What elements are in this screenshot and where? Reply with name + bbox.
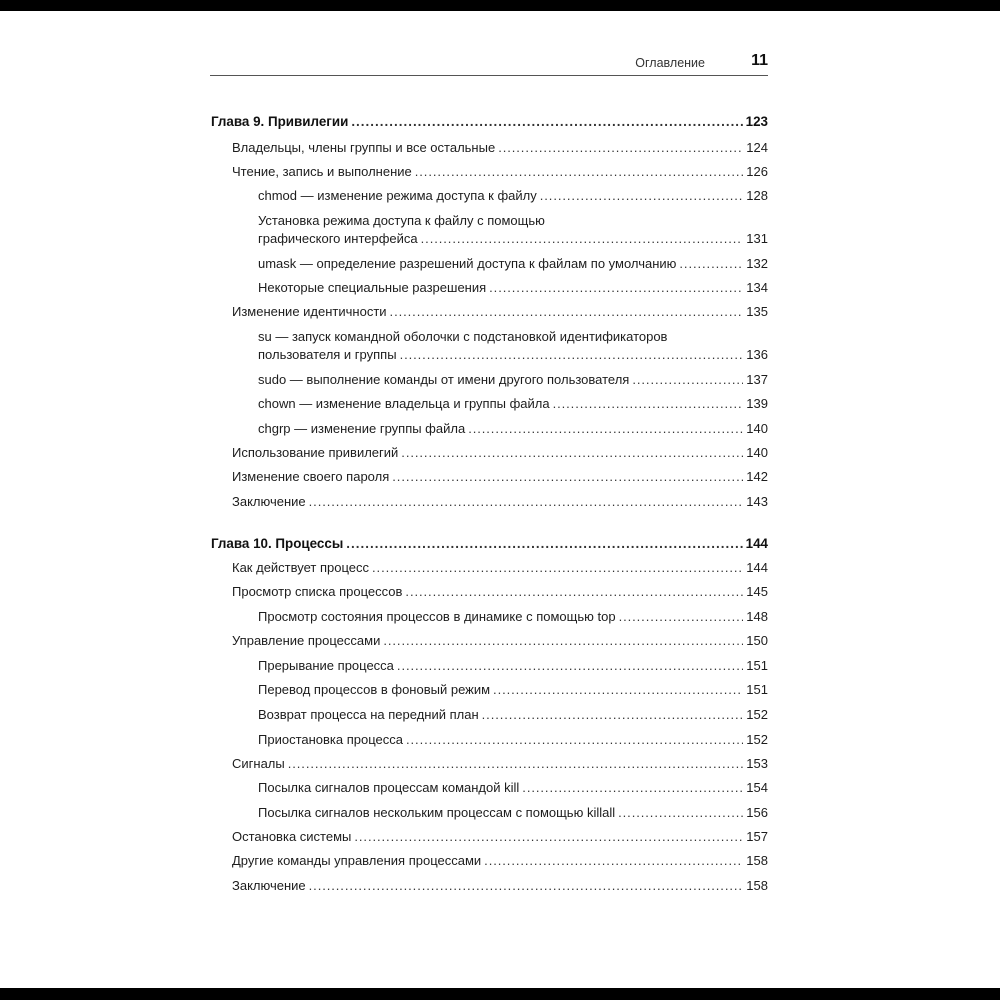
toc-leader-dots	[540, 187, 744, 205]
toc-leader-dots	[632, 371, 743, 389]
toc-entry-title: Посылка сигналов нескольким процессам с помощью killall	[258, 805, 616, 820]
toc-page-number: 140	[746, 421, 768, 436]
toc-entry-title: Заключение	[232, 494, 306, 509]
toc-leader-dots	[309, 877, 744, 895]
toc-page-number: 137	[746, 372, 768, 387]
toc-entry-title: Просмотр списка процессов	[232, 584, 403, 599]
toc-page-number: 153	[746, 756, 768, 771]
toc-leader-dots	[390, 303, 744, 321]
toc-leader-dots	[406, 731, 743, 749]
toc-entry-title: Чтение, запись и выполнение	[232, 164, 412, 179]
toc-entry	[258, 187, 768, 205]
toc-leader-dots	[415, 163, 744, 181]
toc-page-number: 126	[746, 164, 768, 179]
toc-page-number: 152	[746, 707, 768, 722]
page-number: 11	[751, 52, 768, 69]
toc-entry-title: Остановка системы	[232, 829, 352, 844]
toc-entry-title: Установка режима доступа к файлу с помощью	[258, 213, 545, 228]
toc-page-number: 158	[746, 853, 768, 868]
toc-entry-title: su — запуск командной оболочки с подстановкой идентификаторов	[258, 329, 668, 344]
toc-entry	[232, 559, 768, 577]
toc-entry	[258, 371, 768, 389]
toc-leader-dots	[468, 420, 743, 438]
toc-entry-title: Приостановка процесса	[258, 732, 403, 747]
toc-entry-title: Глава 10. Процессы	[211, 536, 344, 551]
toc-page-number: 136	[746, 347, 768, 362]
toc-entry-title: Изменение идентичности	[232, 304, 387, 319]
toc-leader-dots	[401, 444, 743, 462]
toc-leader-dots	[346, 535, 742, 553]
toc-leader-dots	[421, 230, 744, 248]
toc-entry	[258, 706, 768, 724]
toc-entry-title: chmod — изменение режима доступа к файлу	[258, 188, 537, 203]
toc-page-number: 132	[746, 256, 768, 271]
toc-page-number: 135	[746, 304, 768, 319]
toc-leader-dots	[383, 632, 743, 650]
toc-entry	[258, 779, 768, 797]
toc-entry	[232, 493, 768, 511]
toc-page-number: 148	[746, 609, 768, 624]
toc-entry-title: Как действует процесс	[232, 560, 370, 575]
toc-leader-dots	[679, 255, 743, 273]
toc-leader-dots	[288, 755, 744, 773]
toc-entry-title: umask — определение разрешений доступа к файлам по умолчанию	[258, 256, 677, 271]
toc-entry-title: Некоторые специальные разрешения	[258, 280, 487, 295]
toc-page-number: 144	[746, 560, 768, 575]
toc-entry	[232, 877, 768, 895]
toc-entry	[232, 139, 768, 157]
toc-page-number: 123	[745, 114, 768, 129]
toc-entry-title: Владельцы, члены группы и все остальные	[232, 140, 496, 155]
toc-entry-title: Посылка сигналов процессам командой kill	[258, 780, 520, 795]
toc-entry	[258, 681, 768, 699]
toc-entry-title: sudo — выполнение команды от имени другого пользователя	[258, 372, 630, 387]
toc-leader-dots	[498, 139, 743, 157]
toc-leader-dots	[397, 657, 743, 675]
toc-page-number: 143	[746, 494, 768, 509]
bottom-black-border	[0, 988, 1000, 1000]
toc-entry-title: Управление процессами	[232, 633, 381, 648]
toc-chapter-9	[211, 113, 768, 131]
toc-entry	[232, 583, 768, 601]
toc-entry	[232, 444, 768, 462]
toc-entry	[258, 420, 768, 438]
toc-page-number: 150	[746, 633, 768, 648]
toc-page-number: 131	[746, 231, 768, 246]
toc-page-number: 151	[746, 658, 768, 673]
toc-leader-dots	[493, 681, 743, 699]
toc-entry	[258, 804, 768, 822]
toc-leader-dots	[482, 706, 744, 724]
toc-entry	[258, 657, 768, 675]
toc-entry-title: Заключение	[232, 878, 306, 893]
toc-entry-title: Прерывание процесса	[258, 658, 394, 673]
toc-entry	[258, 395, 768, 413]
toc-leader-dots	[354, 828, 743, 846]
toc-entry-title-continued: графического интерфейса	[258, 231, 418, 246]
toc-entry-title: Другие команды управления процессами	[232, 853, 482, 868]
toc-entry	[258, 212, 768, 248]
toc-entry	[232, 852, 768, 870]
toc-leader-dots	[351, 113, 742, 131]
toc-leader-dots	[522, 779, 743, 797]
toc-page-number: 144	[745, 536, 768, 551]
toc-entry-title: Изменение своего пароля	[232, 469, 390, 484]
toc-entry	[232, 755, 768, 773]
toc-entry	[232, 828, 768, 846]
toc-entry	[258, 731, 768, 749]
toc-leader-dots	[489, 279, 743, 297]
toc-leader-dots	[372, 559, 743, 577]
running-head-title: Оглавление	[635, 56, 705, 70]
toc-entry-title: Просмотр состояния процессов в динамике с помощью top	[258, 609, 616, 624]
toc-page-number: 158	[746, 878, 768, 893]
toc-chapter-10	[211, 535, 768, 553]
toc-entry-title: Перевод процессов в фоновый режим	[258, 682, 491, 697]
toc-leader-dots	[400, 346, 744, 364]
toc-leader-dots	[553, 395, 744, 413]
toc-entry-title: chown — изменение владельца и группы файла	[258, 396, 550, 411]
toc-entry-title-continued: пользователя и группы	[258, 347, 397, 362]
toc-entry	[258, 255, 768, 273]
toc-page-number: 134	[746, 280, 768, 295]
toc-entry	[258, 608, 768, 626]
toc-page-number: 157	[746, 829, 768, 844]
toc-entry	[232, 303, 768, 321]
toc-page-number: 154	[746, 780, 768, 795]
toc-page-number: 151	[746, 682, 768, 697]
toc-entry	[232, 163, 768, 181]
toc-page-number: 156	[746, 805, 768, 820]
toc-page-number: 142	[746, 469, 768, 484]
toc-leader-dots	[618, 804, 743, 822]
toc-leader-dots	[619, 608, 744, 626]
toc-entry-title: Глава 9. Привилегии	[211, 114, 349, 129]
toc-entry-title: chgrp — изменение группы файла	[258, 421, 466, 436]
toc-leader-dots	[405, 583, 743, 601]
toc-page-number: 140	[746, 445, 768, 460]
toc-page-number: 152	[746, 732, 768, 747]
toc-entry	[258, 328, 768, 364]
toc-leader-dots	[392, 468, 743, 486]
toc-entry-title: Сигналы	[232, 756, 285, 771]
toc-entry	[258, 279, 768, 297]
toc-leader-dots	[484, 852, 743, 870]
toc-page-number: 145	[746, 584, 768, 599]
toc-page-number: 124	[746, 140, 768, 155]
toc-page-number: 139	[746, 396, 768, 411]
toc-entry	[232, 632, 768, 650]
toc-entry-title: Использование привилегий	[232, 445, 399, 460]
toc-leader-dots	[309, 493, 744, 511]
toc-page-number: 128	[746, 188, 768, 203]
toc-entry	[232, 468, 768, 486]
toc-entry-title: Возврат процесса на передний план	[258, 707, 479, 722]
